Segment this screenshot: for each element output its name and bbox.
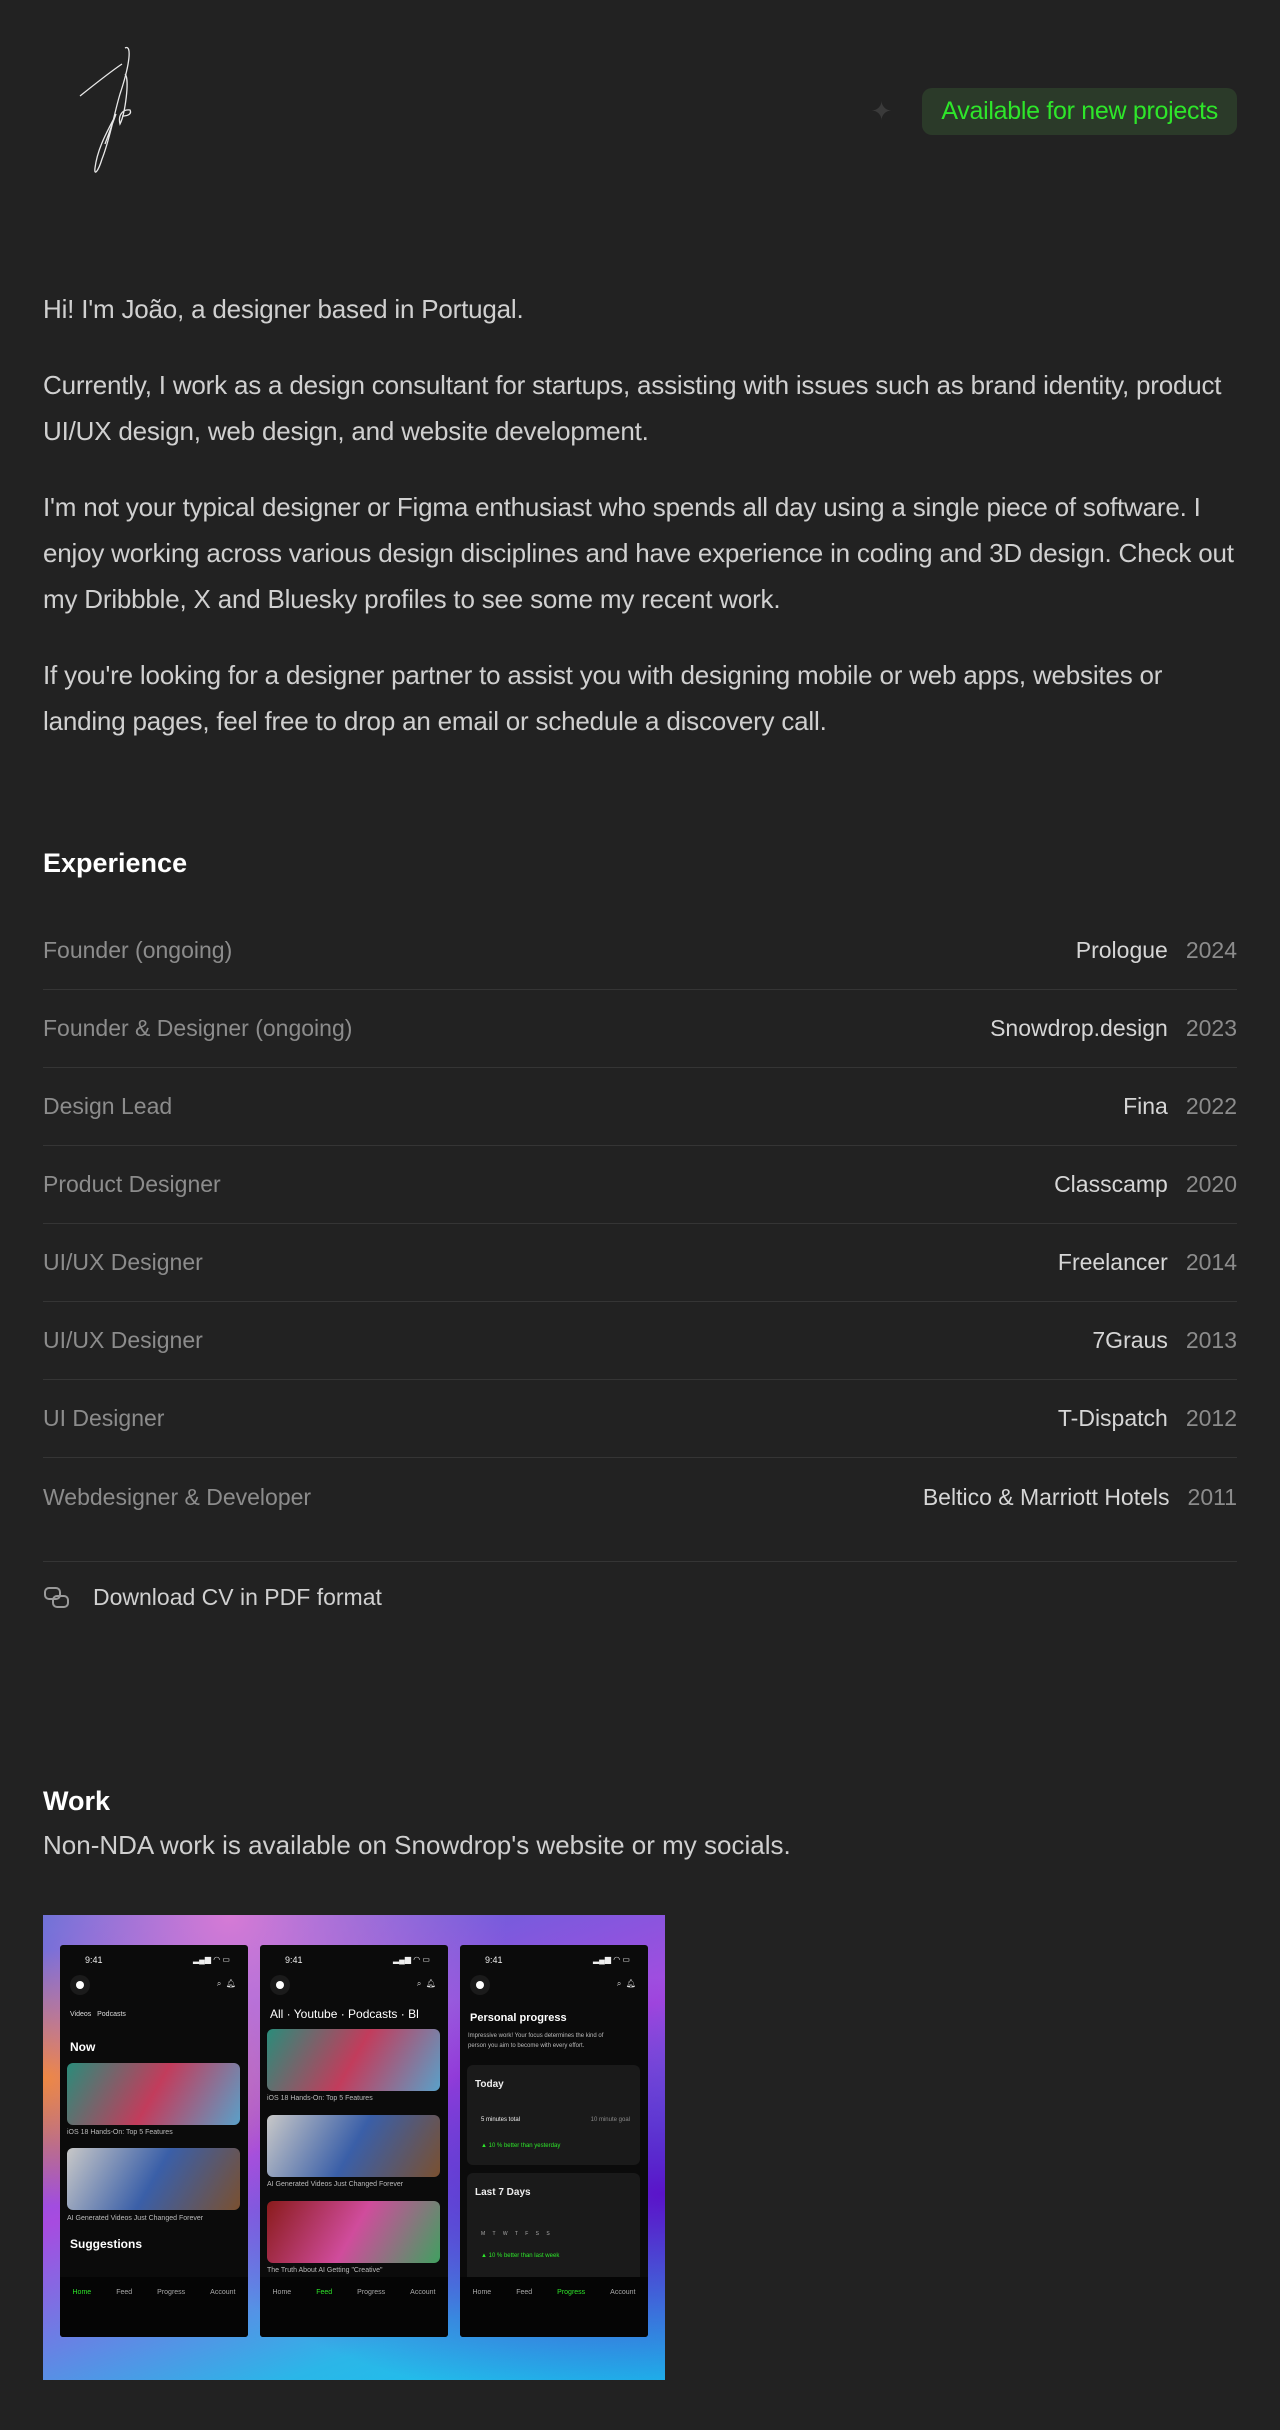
experience-row [43,1224,1237,1302]
experience-row [43,1380,1237,1458]
experience-year: 2014 [1185,1249,1237,1275]
link-icon [43,1586,71,1610]
experience-row [43,1458,1237,1536]
intro-paragraph: I'm not your typical designer or Figma enthusiast who spends all day using a single piece of software. I enjoy working across various design disciplines and have experience in coding and 3D design. Check out my Dribbble, X and Bluesky profiles to see some my recent work. [43,492,1234,614]
status-icons: ▂▄▆ ◠ ▭ [593,1955,630,1964]
experience-heading: Experience [43,848,188,878]
experience-company: Fina [1123,1093,1168,1119]
search-bell-icons: ⌕ 🔔︎ [216,1979,236,1988]
chip-podcasts: Podcasts [97,2011,126,2018]
phone-mockup-feed [260,1945,448,2337]
download-cv-link[interactable] [43,1584,382,1611]
video-thumbnail [67,2063,240,2125]
video-caption: iOS 18 Hands-On: Top 5 Features [267,2095,373,2102]
download-cv-label: Download CV in PDF format [93,1584,382,1610]
bottom-nav: Home Feed Progress Account [260,2277,448,2337]
video-thumbnail [267,2115,440,2177]
chip-videos: Videos [70,2011,92,2018]
status-icons: ▂▄▆ ◠ ▭ [393,1955,430,1964]
experience-company: Snowdrop.design [990,1015,1168,1041]
experience-year: 2023 [1185,1015,1237,1041]
phone-mockup-home [60,1945,248,2337]
experience-year: 2011 [1187,1483,1237,1510]
experience-year: 2013 [1185,1327,1237,1353]
video-thumbnail [267,2029,440,2091]
work-preview-image[interactable] [43,1915,665,2380]
experience-list [43,912,1237,1536]
phone-time: 9:41 [85,1955,103,1965]
video-caption: AI Generated Videos Just Changed Forever [267,2181,404,2188]
experience-role: UI Designer [43,1405,165,1431]
experience-row [43,1302,1237,1380]
experience-company: Classcamp [1054,1171,1168,1197]
experience-year: 2022 [1185,1093,1237,1119]
experience-row [43,1068,1237,1146]
video-caption: iOS 18 Hands-On: Top 5 Features [67,2129,173,2136]
feed-tabs: All · Youtube · Podcasts · Bl [270,2007,419,2021]
divider [43,1561,1237,1562]
bottom-nav: Home Feed Progress Account [460,2277,648,2337]
intro-paragraph: Currently, I work as a design consultant for startups, assisting with issues such as brand identity, product UI/UX design, web design, and website development. [43,370,1222,446]
experience-year: 2024 [1185,937,1237,963]
experience-role: Design Lead [43,1093,173,1119]
experience-company: Beltico & Marriott Hotels [922,1483,1170,1510]
video-thumbnail [267,2201,440,2263]
app-logo [470,1975,490,1995]
intro-paragraph: If you're looking for a designer partner to assist you with designing mobile or web apps, websites or landing pages, feel free to drop an email or schedule a discovery call. [43,660,1163,736]
progress-title: Personal progress [470,2012,567,2024]
search-bell-icons: ⌕ 🔔︎ [416,1979,436,1988]
video-thumbnail [67,2148,240,2210]
experience-year: 2020 [1185,1171,1237,1197]
intro-paragraph: Hi! I'm João, a designer based in Portugal. [43,294,524,324]
status-icons: ▂▄▆ ◠ ▭ [193,1955,230,1964]
today-card: Today 5 minutes total 10 minute goal ▲ 10 % better than yesterday [467,2065,640,2165]
suggestions-heading: Suggestions [70,2237,143,2251]
intro [43,286,1243,774]
phone-mockup-progress [460,1945,648,2337]
experience-role: Founder (ongoing) [43,937,233,963]
experience-role: Product Designer [43,1171,221,1197]
app-logo [270,1975,290,1995]
experience-company: Freelancer [1057,1249,1168,1275]
experience-year: 2012 [1185,1405,1237,1431]
availability [871,88,1237,135]
app-logo [70,1975,90,1995]
work-heading: Work [43,1786,111,1816]
last-7-days-card: Last 7 Days M T W T F S S ▲ 10 % better than last week [467,2173,640,2283]
experience-row [43,1146,1237,1224]
experience-company: T-Dispatch [1057,1405,1168,1431]
bottom-nav: Home Feed Progress Account [60,2277,248,2337]
experience-role: UI/UX Designer [43,1249,203,1275]
experience-role: Webdesigner & Developer [43,1483,312,1510]
experience-role: Founder & Designer (ongoing) [43,1015,353,1041]
experience-company: 7Graus [1092,1327,1168,1353]
video-caption: AI Generated Videos Just Changed Forever [67,2215,204,2222]
progress-desc: Impressive work! Your focus determines the kind of person you aim to become with every effort. [468,2033,604,2049]
experience-row [43,912,1237,990]
sparkle-icon: ✦ [870,96,893,126]
work-subtitle: Non-NDA work is available on Snowdrop's website or my socials. [43,1830,791,1860]
experience-role: UI/UX Designer [43,1327,203,1353]
phone-time: 9:41 [485,1955,503,1965]
signature-logo[interactable] [70,44,156,180]
now-heading: Now [70,2040,96,2054]
video-caption: The Truth About AI Getting "Creative" [267,2267,383,2274]
search-bell-icons: ⌕ 🔔︎ [616,1979,636,1988]
phone-time: 9:41 [285,1955,303,1965]
experience-row [43,990,1237,1068]
experience-company: Prologue [1075,937,1168,963]
status-badge[interactable]: Available for new projects [922,88,1237,135]
